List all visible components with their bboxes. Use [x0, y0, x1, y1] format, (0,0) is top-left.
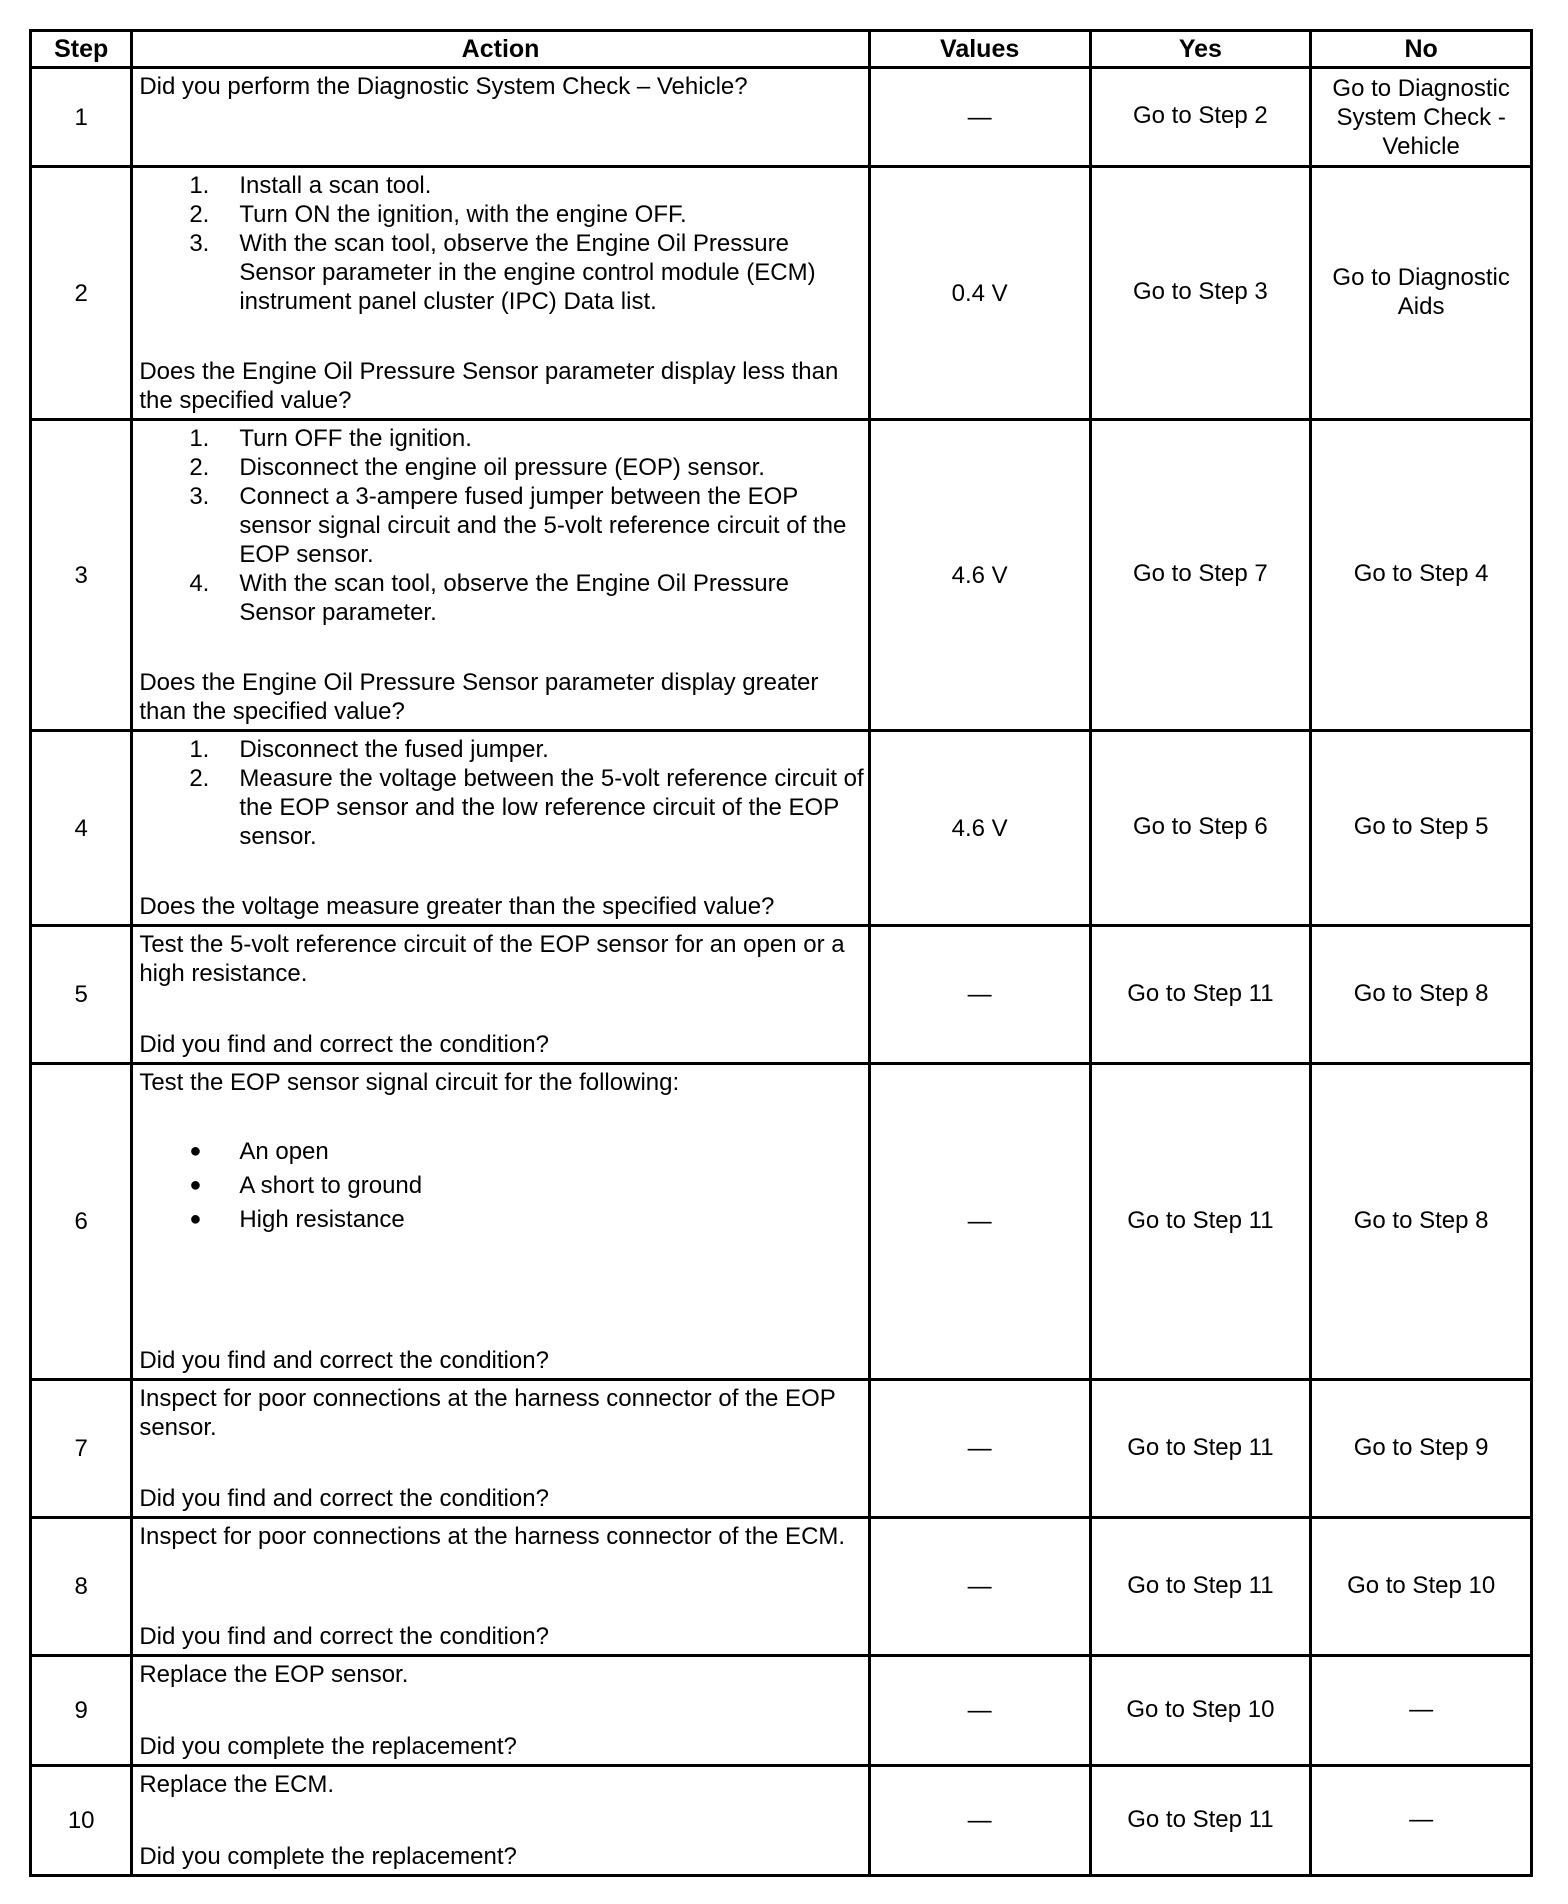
- table-row: [31, 1518, 1532, 1656]
- yes-cell: [1090, 1380, 1311, 1518]
- yes-cell: [1090, 1518, 1311, 1656]
- no-cell: [1311, 1380, 1532, 1518]
- value-cell: 4.6 V: [869, 420, 1090, 731]
- header-action: Action: [132, 31, 869, 68]
- yes-cell: [1090, 1064, 1311, 1380]
- table-row: [31, 926, 1532, 1064]
- value-cell: —: [869, 1380, 1090, 1518]
- value-cell: —: [869, 926, 1090, 1064]
- no-cell: [1311, 1656, 1532, 1766]
- yes-text: Go to Step 10: [1126, 1695, 1275, 1723]
- yes-cell: [1090, 68, 1311, 167]
- step-number: 7: [31, 1380, 132, 1518]
- yes-text: Go to Step 11: [1127, 1571, 1274, 1599]
- no-cell: [1311, 167, 1532, 420]
- action-steps: [139, 735, 863, 851]
- action-text: Replace the ECM.: [139, 1770, 335, 1798]
- question-text: Did you find and correct the condition?: [139, 1346, 549, 1374]
- action-cell: [132, 926, 869, 1064]
- no-cell: [1311, 926, 1532, 1064]
- yes-text: Go to Step 6: [1133, 813, 1268, 840]
- no-text: —: [1409, 1695, 1434, 1723]
- yes-text: Go to Step 7: [1133, 560, 1268, 587]
- header-step: Step: [31, 31, 132, 68]
- header-yes: Yes: [1090, 31, 1311, 68]
- question-text: Does the Engine Oil Pressure Sensor parameter display less than the specified value?: [139, 357, 839, 414]
- action-text: Did you perform the Diagnostic System Check – Vehicle?: [139, 72, 748, 100]
- list-item: 1. Install a scan tool.: [189, 171, 432, 199]
- value-cell: —: [869, 1518, 1090, 1656]
- list-item: ● A short to ground: [189, 1171, 423, 1199]
- list-item: 1. Turn OFF the ignition.: [189, 424, 472, 452]
- yes-text: Go to Step 11: [1127, 979, 1274, 1007]
- no-text: Go to Step 8: [1353, 1206, 1489, 1234]
- list-item: 2. Turn ON the ignition, with the engine OFF.: [189, 200, 687, 228]
- no-text: Go to Diagnostic System Check - Vehicle: [1332, 74, 1510, 160]
- action-cell: [132, 1380, 869, 1518]
- table-row: [31, 1380, 1532, 1518]
- value-cell: —: [869, 1064, 1090, 1380]
- action-steps: [139, 424, 863, 627]
- list-item: ● High resistance: [189, 1205, 405, 1233]
- no-text: Go to Diagnostic Aids: [1332, 263, 1510, 320]
- step-number: 10: [31, 1766, 132, 1876]
- step-number: 3: [31, 420, 132, 731]
- value-cell: 4.6 V: [869, 731, 1090, 926]
- table-row: [31, 731, 1532, 926]
- action-text: Replace the EOP sensor.: [139, 1660, 409, 1688]
- step-number: 8: [31, 1518, 132, 1656]
- list-item: ● An open: [189, 1137, 329, 1165]
- question-text: Did you find and correct the condition?: [139, 1622, 549, 1650]
- table-row: [31, 420, 1532, 731]
- action-cell: [132, 68, 869, 167]
- yes-cell: [1090, 420, 1311, 731]
- table-row: [31, 1656, 1532, 1766]
- table-row: [31, 167, 1532, 420]
- action-cell: [132, 1766, 869, 1876]
- action-cell: [132, 1518, 869, 1656]
- action-cell: [132, 167, 869, 420]
- yes-text: Go to Step 11: [1127, 1206, 1274, 1234]
- step-number: 1: [31, 68, 132, 167]
- step-number: 5: [31, 926, 132, 1064]
- list-item: 3. Connect a 3-ampere fused jumper between the EOP sensor signal circuit and the 5-volt reference circuit of the EOP sensor.: [189, 482, 847, 568]
- no-cell: [1311, 68, 1532, 167]
- action-text: Test the 5-volt reference circuit of the EOP sensor for an open or a high resistance.: [139, 930, 845, 987]
- no-text: —: [1409, 1805, 1434, 1833]
- diagnostic-table: [29, 29, 1533, 1877]
- value-cell: —: [869, 68, 1090, 167]
- step-number: 4: [31, 731, 132, 926]
- action-cell: [132, 420, 869, 731]
- value-cell: —: [869, 1766, 1090, 1876]
- header-row: [31, 31, 1532, 68]
- question-text: Did you complete the replacement?: [139, 1842, 517, 1870]
- no-text: Go to Step 8: [1353, 979, 1489, 1007]
- yes-cell: [1090, 926, 1311, 1064]
- action-cell: [132, 1064, 869, 1380]
- yes-cell: [1090, 167, 1311, 420]
- yes-text: Go to Step 11: [1127, 1433, 1274, 1461]
- list-item: 2. Disconnect the engine oil pressure (EOP) sensor.: [189, 453, 765, 481]
- list-item: 2. Measure the voltage between the 5-volt reference circuit of the EOP sensor and the low reference circuit of the EOP sensor.: [189, 764, 864, 850]
- value-cell: 0.4 V: [869, 167, 1090, 420]
- list-item: 1. Disconnect the fused jumper.: [189, 735, 549, 763]
- no-text: Go to Step 10: [1347, 1571, 1496, 1599]
- step-number: 9: [31, 1656, 132, 1766]
- yes-text: Go to Step 3: [1133, 278, 1268, 305]
- question-text: Did you find and correct the condition?: [139, 1030, 549, 1058]
- no-text: Go to Step 5: [1353, 813, 1489, 840]
- yes-text: Go to Step 11: [1127, 1805, 1274, 1833]
- question-text: Does the voltage measure greater than the specified value?: [139, 892, 775, 920]
- no-cell: [1311, 1518, 1532, 1656]
- no-cell: [1311, 1766, 1532, 1876]
- step-number: 2: [31, 167, 132, 420]
- action-cell: [132, 1656, 869, 1766]
- step-number: 6: [31, 1064, 132, 1380]
- list-item: 3. With the scan tool, observe the Engine Oil Pressure Sensor parameter in the engine control module (ECM) instrument panel cluster (IPC) Data list.: [189, 229, 816, 315]
- question-text: Did you find and correct the condition?: [139, 1484, 549, 1512]
- yes-cell: [1090, 1766, 1311, 1876]
- value-cell: —: [869, 1656, 1090, 1766]
- question-text: Did you complete the replacement?: [139, 1732, 517, 1760]
- table-row: [31, 68, 1532, 167]
- yes-cell: [1090, 731, 1311, 926]
- no-cell: [1311, 731, 1532, 926]
- no-text: Go to Step 9: [1353, 1433, 1489, 1461]
- action-steps: [139, 171, 863, 316]
- header-values: Values: [869, 31, 1090, 68]
- yes-cell: [1090, 1656, 1311, 1766]
- list-item: 4. With the scan tool, observe the Engine Oil Pressure Sensor parameter.: [189, 569, 789, 626]
- action-text: Inspect for poor connections at the harness connector of the ECM.: [139, 1522, 846, 1550]
- question-text: Does the Engine Oil Pressure Sensor parameter display greater than the specified value?: [139, 668, 819, 725]
- action-text: Inspect for poor connections at the harness connector of the EOP sensor.: [139, 1384, 836, 1441]
- yes-text: Go to Step 2: [1133, 102, 1268, 129]
- condition-list: [139, 1137, 863, 1234]
- no-text: Go to Step 4: [1353, 560, 1489, 587]
- action-cell: [132, 731, 869, 926]
- table-row: [31, 1064, 1532, 1380]
- table-row: [31, 1766, 1532, 1876]
- action-text: Test the EOP sensor signal circuit for the following:: [139, 1068, 680, 1096]
- no-cell: [1311, 1064, 1532, 1380]
- no-cell: [1311, 420, 1532, 731]
- header-no: No: [1311, 31, 1532, 68]
